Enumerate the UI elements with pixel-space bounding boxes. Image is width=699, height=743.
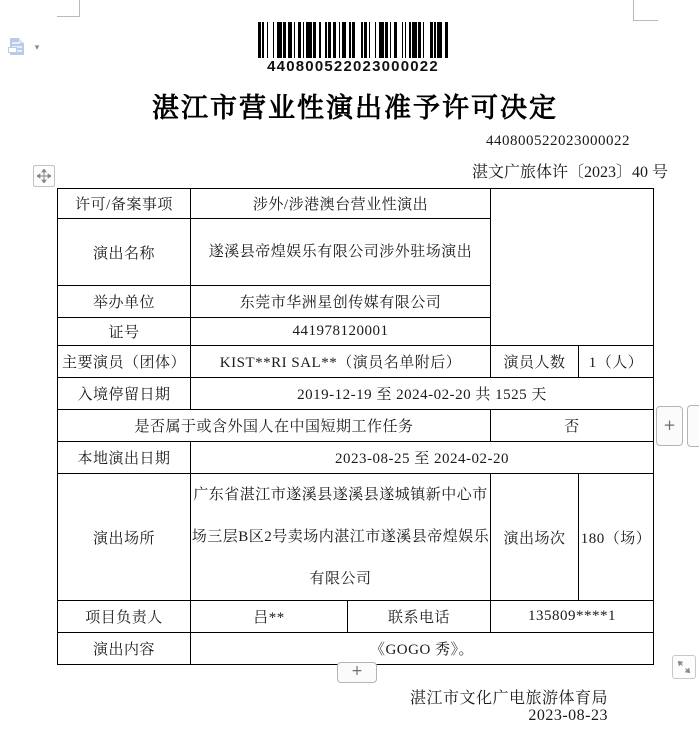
scrollbar-thumb[interactable] [687,405,699,447]
table-row [58,410,654,442]
phone-label: 联系电话 [348,601,491,633]
content-label: 演出内容 [58,633,191,665]
local-dates-value: 2023-08-25 至 2024-02-20 [191,442,654,474]
entry-stay-label: 入境停留日期 [58,378,191,410]
short-term-work-label: 是否属于或含外国人在中国短期工作任务 [58,410,491,442]
add-row-button[interactable]: + [337,662,377,683]
table-row [58,601,654,633]
issue-date: 2023-08-23 [528,707,608,724]
issuing-authority: 湛江市文化广电旅游体育局 [409,690,608,707]
entry-stay-value: 2019-12-19 至 2024-02-20 共 1525 天 [191,378,654,410]
page-title: 湛江市营业性演出准予许可决定 [152,93,558,123]
performers-label: 主要演员（团体） [58,346,191,378]
photo-empty-cell [491,189,654,346]
venue-value: 广东省湛江市遂溪县遂溪县遂城镇新中心市场三层B区2号卖场内湛江市遂溪县帝煌娱乐有限公司 [191,474,491,601]
move-icon [37,169,51,183]
table-resize-handle[interactable] [672,655,696,679]
short-term-work-value: 否 [491,410,654,442]
show-name-label: 演出名称 [58,219,191,286]
cert-no-value: 441978120001 [191,318,491,346]
cert-no-label: 证号 [58,318,191,346]
table-row [58,633,654,665]
organizer-value: 东莞市华洲星创传媒有限公司 [191,286,491,318]
performer-count-value: 1（人） [579,346,654,378]
resize-diagonal-icon [677,660,691,674]
sessions-label: 演出场次 [491,474,579,601]
sessions-value: 180（场） [579,474,654,601]
document-number: 440800522023000022 [486,133,630,149]
show-name-value: 遂溪县帝煌娱乐有限公司涉外驻场演出 [191,219,491,286]
performer-count-label: 演员人数 [491,346,579,378]
barcode-image [258,22,448,58]
permit-form-table [57,188,654,665]
performers-value: KIST**RI SAL**（演员名单附后） [191,346,491,378]
add-column-button[interactable]: + [656,406,683,446]
license-item-label: 许可/备案事项 [58,189,191,219]
local-dates-label: 本地演出日期 [58,442,191,474]
reference-number: 湛文广旅体许〔2023〕40 号 [471,164,668,181]
phone-value: 135809****1 [491,601,654,633]
manager-value: 吕** [191,601,348,633]
table-row [58,442,654,474]
table-row [58,378,654,410]
paste-options-icon [10,38,24,55]
table-move-handle[interactable] [33,165,55,187]
license-item-value: 涉外/涉港澳台营业性演出 [191,189,491,219]
page-margin-mark-left [57,0,80,17]
chevron-down-icon[interactable]: ▾ [34,43,40,53]
paste-options-button[interactable] [8,38,28,57]
venue-label: 演出场所 [58,474,191,601]
organizer-label: 举办单位 [58,286,191,318]
barcode-number: 440800522023000022 [267,58,439,75]
table-row [58,474,654,601]
table-row [58,189,654,219]
content-value: 《GOGO 秀》。 [191,633,654,665]
table-row [58,346,654,378]
manager-label: 项目负责人 [58,601,191,633]
page-margin-mark-right [633,0,658,21]
